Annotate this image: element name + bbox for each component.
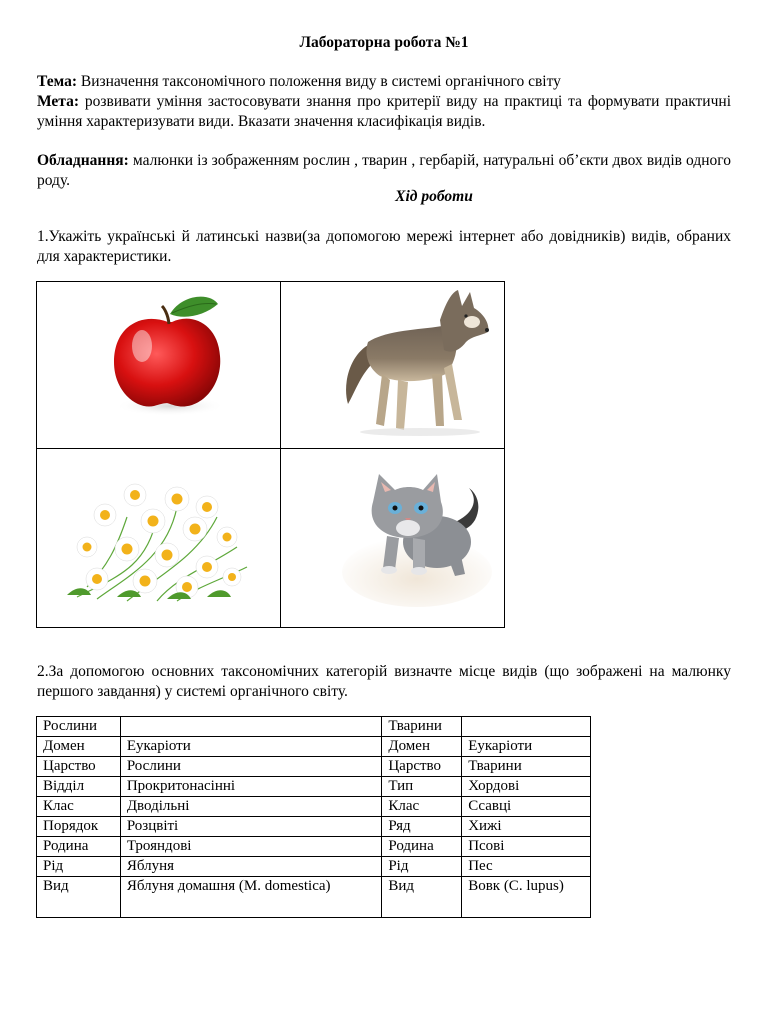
table-row	[37, 757, 591, 777]
table-cell: Клас	[382, 797, 462, 817]
table-cell: Яблуня	[120, 857, 382, 877]
table-cell: Вовк (C. lupus)	[462, 877, 591, 918]
table-cell: Рослини	[120, 757, 382, 777]
table-cell: Еукаріоти	[462, 737, 591, 757]
species-image-grid	[36, 281, 505, 628]
table-row	[37, 877, 591, 918]
taxonomy-table	[36, 716, 591, 918]
topic-label: Тема:	[37, 73, 77, 90]
table-row	[37, 777, 591, 797]
table-cell: Хордові	[462, 777, 591, 797]
table-cell: Ряд	[382, 817, 462, 837]
table-cell: Відділ	[37, 777, 121, 797]
table-row	[37, 717, 591, 737]
wolf-image	[320, 284, 500, 444]
equipment-paragraph	[37, 151, 731, 190]
table-cell: Клас	[37, 797, 121, 817]
table-cell: Пес	[462, 857, 591, 877]
table-cell: Тип	[382, 777, 462, 797]
kitten-image	[337, 452, 497, 612]
table-cell: Порядок	[37, 817, 121, 837]
topic-text: Визначення таксономічного положення виду в системі органічного світу	[80, 73, 561, 90]
table-cell: Хижі	[462, 817, 591, 837]
table-cell: Царство	[382, 757, 462, 777]
table-cell: Родина	[382, 837, 462, 857]
equipment-text: малюнки із зображенням рослин , тварин , гербарій, натуральні об’єкти двох видів одного роду.	[37, 152, 732, 189]
table-row	[37, 857, 591, 877]
table-row	[37, 817, 591, 837]
table-row	[37, 737, 591, 757]
table-cell: Домен	[37, 737, 121, 757]
table-cell: Рід	[382, 857, 462, 877]
table-cell: Тварини	[382, 717, 462, 737]
table-cell: Домен	[382, 737, 462, 757]
topic-paragraph	[37, 72, 731, 92]
table-cell: Псові	[462, 837, 591, 857]
goal-text: розвивати уміння застосовувати знання про критерії виду на практиці та формувати практичні уміння характеризувати види. Вказати значення класифікація видів.	[37, 93, 732, 130]
equipment-label: Обладнання:	[37, 152, 129, 169]
table-cell: Вид	[37, 877, 121, 918]
table-cell	[462, 717, 591, 737]
page-title: Лабораторна робота №1	[299, 34, 469, 51]
table-row	[37, 797, 591, 817]
table-cell: Яблуня домашня (M. domestica)	[120, 877, 382, 918]
table-cell	[120, 717, 382, 737]
table-cell: Рослини	[37, 717, 121, 737]
goal-paragraph	[37, 92, 731, 131]
table-cell: Царство	[37, 757, 121, 777]
table-cell: Вид	[382, 877, 462, 918]
table-cell: Тварини	[462, 757, 591, 777]
goal-label: Мета:	[37, 93, 80, 110]
table-cell: Трояндові	[120, 837, 382, 857]
table-cell: Рід	[37, 857, 121, 877]
table-cell: Родина	[37, 837, 121, 857]
procedure-heading: Хід роботи	[395, 188, 473, 205]
table-cell: Ссавці	[462, 797, 591, 817]
table-cell: Дводільні	[120, 797, 382, 817]
table-cell: Прокритонасінні	[120, 777, 382, 797]
apple-image	[92, 284, 272, 444]
table-row	[37, 837, 591, 857]
table-cell: Розцвіті	[120, 817, 382, 837]
task2-text: 2.За допомогою основних таксономічних категорій визначте місце видів (що зображені на малюнку першого завдання) у системі органічного світу.	[37, 663, 731, 700]
table-cell: Еукаріоти	[120, 737, 382, 757]
task1-text: 1.Укажіть українські й латинські назви(за допомогою мережі інтернет або довідників) видів, обраних для характеристики.	[37, 228, 731, 265]
chamomile-image	[57, 477, 257, 607]
